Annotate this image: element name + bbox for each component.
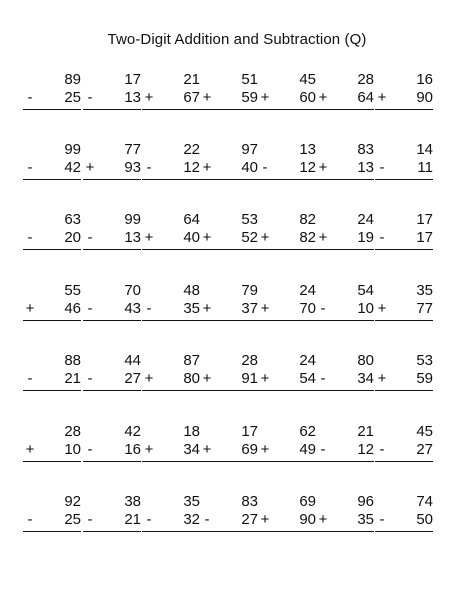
bottom-number: 60 xyxy=(299,89,316,106)
answer-line xyxy=(258,109,316,110)
answer-line xyxy=(200,461,258,462)
answer-line xyxy=(23,249,81,250)
answer-line xyxy=(316,390,374,391)
problem-r1-c5 xyxy=(258,71,316,121)
plus-operator: + xyxy=(25,300,35,317)
bottom-number: 35 xyxy=(357,511,374,528)
top-number: 17 xyxy=(124,71,141,88)
top-number: 35 xyxy=(416,282,433,299)
answer-line xyxy=(200,531,258,532)
answer-line xyxy=(375,461,433,462)
problem-r5-c6 xyxy=(316,352,374,402)
minus-operator: - xyxy=(262,159,268,176)
bottom-number: 25 xyxy=(64,89,81,106)
answer-line xyxy=(142,390,200,391)
bottom-number: 19 xyxy=(357,229,374,246)
plus-operator: + xyxy=(260,89,270,106)
answer-line xyxy=(258,179,316,180)
plus-operator: + xyxy=(260,300,270,317)
problem-r2-c5 xyxy=(258,141,316,191)
problem-r5-c7 xyxy=(375,352,433,402)
answer-line xyxy=(23,320,81,321)
bottom-number: 93 xyxy=(124,159,141,176)
top-number: 99 xyxy=(124,211,141,228)
plus-operator: + xyxy=(85,159,95,176)
bottom-number: 40 xyxy=(183,229,200,246)
answer-line xyxy=(83,320,141,321)
top-number: 45 xyxy=(299,71,316,88)
plus-operator: + xyxy=(202,300,212,317)
bottom-number: 42 xyxy=(64,159,81,176)
top-number: 63 xyxy=(64,211,81,228)
top-number: 99 xyxy=(64,141,81,158)
top-number: 97 xyxy=(241,141,258,158)
answer-line xyxy=(83,531,141,532)
top-number: 88 xyxy=(64,352,81,369)
answer-line xyxy=(23,531,81,532)
bottom-number: 21 xyxy=(124,511,141,528)
worksheet-title: Two-Digit Addition and Subtraction (Q) xyxy=(107,31,367,48)
minus-operator: - xyxy=(379,511,385,528)
problem-r1-c7 xyxy=(375,71,433,121)
plus-operator: + xyxy=(144,441,154,458)
problem-r6-c4 xyxy=(200,423,258,473)
problem-r3-c7 xyxy=(375,211,433,261)
plus-operator: + xyxy=(260,370,270,387)
problem-r3-c5 xyxy=(258,211,316,261)
top-number: 28 xyxy=(64,423,81,440)
top-number: 14 xyxy=(416,141,433,158)
answer-line xyxy=(23,179,81,180)
top-number: 16 xyxy=(416,71,433,88)
bottom-number: 64 xyxy=(357,89,374,106)
problem-r2-c2 xyxy=(83,141,141,191)
bottom-number: 34 xyxy=(183,441,200,458)
top-number: 21 xyxy=(183,71,200,88)
bottom-number: 10 xyxy=(357,300,374,317)
answer-line xyxy=(316,109,374,110)
bottom-number: 32 xyxy=(183,511,200,528)
answer-line xyxy=(200,109,258,110)
bottom-number: 49 xyxy=(299,441,316,458)
answer-line xyxy=(23,390,81,391)
bottom-number: 34 xyxy=(357,370,374,387)
minus-operator: - xyxy=(204,511,210,528)
bottom-number: 12 xyxy=(183,159,200,176)
bottom-number: 91 xyxy=(241,370,258,387)
plus-operator: + xyxy=(202,89,212,106)
answer-line xyxy=(375,179,433,180)
minus-operator: - xyxy=(27,89,33,106)
minus-operator: - xyxy=(379,229,385,246)
answer-line xyxy=(258,531,316,532)
problem-r6-c1 xyxy=(23,423,81,473)
minus-operator: - xyxy=(87,89,93,106)
minus-operator: - xyxy=(87,511,93,528)
problem-r4-c5 xyxy=(258,282,316,332)
top-number: 77 xyxy=(124,141,141,158)
answer-line xyxy=(258,249,316,250)
minus-operator: - xyxy=(320,300,326,317)
bottom-number: 59 xyxy=(241,89,258,106)
answer-line xyxy=(200,320,258,321)
bottom-number: 52 xyxy=(241,229,258,246)
problem-r4-c2 xyxy=(83,282,141,332)
bottom-number: 37 xyxy=(241,300,258,317)
plus-operator: + xyxy=(260,229,270,246)
problem-r4-c4 xyxy=(200,282,258,332)
top-number: 24 xyxy=(299,352,316,369)
bottom-number: 90 xyxy=(416,89,433,106)
answer-line xyxy=(316,249,374,250)
plus-operator: + xyxy=(25,441,35,458)
problem-r7-c6 xyxy=(316,493,374,543)
problem-r1-c3 xyxy=(142,71,200,121)
answer-line xyxy=(258,390,316,391)
top-number: 28 xyxy=(357,71,374,88)
plus-operator: + xyxy=(318,159,328,176)
answer-line xyxy=(316,461,374,462)
problem-r1-c6 xyxy=(316,71,374,121)
minus-operator: - xyxy=(27,511,33,528)
problem-r7-c1 xyxy=(23,493,81,543)
answer-line xyxy=(142,461,200,462)
problem-r7-c7 xyxy=(375,493,433,543)
plus-operator: + xyxy=(144,89,154,106)
answer-line xyxy=(83,109,141,110)
top-number: 64 xyxy=(183,211,200,228)
problem-r3-c2 xyxy=(83,211,141,261)
bottom-number: 77 xyxy=(416,300,433,317)
top-number: 69 xyxy=(299,493,316,510)
minus-operator: - xyxy=(87,300,93,317)
bottom-number: 10 xyxy=(64,441,81,458)
bottom-number: 13 xyxy=(124,229,141,246)
top-number: 35 xyxy=(183,493,200,510)
plus-operator: + xyxy=(318,511,328,528)
bottom-number: 40 xyxy=(241,159,258,176)
answer-line xyxy=(316,531,374,532)
plus-operator: + xyxy=(144,229,154,246)
problem-r1-c1 xyxy=(23,71,81,121)
minus-operator: - xyxy=(146,159,152,176)
bottom-number: 59 xyxy=(416,370,433,387)
bottom-number: 27 xyxy=(241,511,258,528)
problem-r6-c5 xyxy=(258,423,316,473)
bottom-number: 17 xyxy=(416,229,433,246)
problem-r5-c3 xyxy=(142,352,200,402)
answer-line xyxy=(375,531,433,532)
problem-r2-c1 xyxy=(23,141,81,191)
plus-operator: + xyxy=(318,229,328,246)
top-number: 44 xyxy=(124,352,141,369)
bottom-number: 13 xyxy=(357,159,374,176)
top-number: 24 xyxy=(357,211,374,228)
answer-line xyxy=(258,461,316,462)
minus-operator: - xyxy=(379,441,385,458)
bottom-number: 50 xyxy=(416,511,433,528)
bottom-number: 43 xyxy=(124,300,141,317)
minus-operator: - xyxy=(87,370,93,387)
bottom-number: 11 xyxy=(417,159,433,176)
answer-line xyxy=(316,320,374,321)
problem-r3-c1 xyxy=(23,211,81,261)
answer-line xyxy=(83,390,141,391)
problem-r7-c4 xyxy=(200,493,258,543)
answer-line xyxy=(142,249,200,250)
problem-r4-c1 xyxy=(23,282,81,332)
top-number: 22 xyxy=(183,141,200,158)
answer-line xyxy=(142,109,200,110)
top-number: 24 xyxy=(299,282,316,299)
problem-r4-c3 xyxy=(142,282,200,332)
top-number: 21 xyxy=(357,423,374,440)
answer-line xyxy=(375,249,433,250)
top-number: 48 xyxy=(183,282,200,299)
problem-r5-c1 xyxy=(23,352,81,402)
plus-operator: + xyxy=(202,229,212,246)
answer-line xyxy=(142,531,200,532)
minus-operator: - xyxy=(146,511,152,528)
answer-line xyxy=(375,109,433,110)
problem-r4-c6 xyxy=(316,282,374,332)
problem-r3-c6 xyxy=(316,211,374,261)
top-number: 51 xyxy=(241,71,258,88)
top-number: 96 xyxy=(357,493,374,510)
top-number: 54 xyxy=(357,282,374,299)
top-number: 83 xyxy=(241,493,258,510)
top-number: 80 xyxy=(357,352,374,369)
top-number: 82 xyxy=(299,211,316,228)
answer-line xyxy=(23,109,81,110)
bottom-number: 27 xyxy=(124,370,141,387)
top-number: 74 xyxy=(416,493,433,510)
top-number: 92 xyxy=(64,493,81,510)
bottom-number: 25 xyxy=(64,511,81,528)
problem-r6-c3 xyxy=(142,423,200,473)
bottom-number: 80 xyxy=(183,370,200,387)
answer-line xyxy=(23,461,81,462)
top-number: 13 xyxy=(299,141,316,158)
answer-line xyxy=(316,179,374,180)
answer-line xyxy=(142,179,200,180)
problem-r5-c5 xyxy=(258,352,316,402)
top-number: 53 xyxy=(241,211,258,228)
bottom-number: 69 xyxy=(241,441,258,458)
answer-line xyxy=(83,179,141,180)
minus-operator: - xyxy=(146,300,152,317)
plus-operator: + xyxy=(260,511,270,528)
problem-r6-c6 xyxy=(316,423,374,473)
minus-operator: - xyxy=(379,159,385,176)
minus-operator: - xyxy=(27,159,33,176)
plus-operator: + xyxy=(202,441,212,458)
problem-r3-c4 xyxy=(200,211,258,261)
problem-r1-c4 xyxy=(200,71,258,121)
bottom-number: 12 xyxy=(357,441,374,458)
answer-line xyxy=(200,179,258,180)
top-number: 17 xyxy=(241,423,258,440)
top-number: 62 xyxy=(299,423,316,440)
answer-line xyxy=(142,320,200,321)
bottom-number: 13 xyxy=(124,89,141,106)
top-number: 18 xyxy=(183,423,200,440)
minus-operator: - xyxy=(87,441,93,458)
bottom-number: 70 xyxy=(299,300,316,317)
bottom-number: 16 xyxy=(124,441,141,458)
top-number: 79 xyxy=(241,282,258,299)
bottom-number: 20 xyxy=(64,229,81,246)
plus-operator: + xyxy=(144,370,154,387)
top-number: 55 xyxy=(64,282,81,299)
bottom-number: 21 xyxy=(64,370,81,387)
plus-operator: + xyxy=(202,159,212,176)
bottom-number: 12 xyxy=(299,159,316,176)
minus-operator: - xyxy=(27,370,33,387)
plus-operator: + xyxy=(318,89,328,106)
answer-line xyxy=(375,320,433,321)
answer-line xyxy=(83,249,141,250)
top-number: 53 xyxy=(416,352,433,369)
problem-r7-c3 xyxy=(142,493,200,543)
problem-r2-c7 xyxy=(375,141,433,191)
problem-r5-c2 xyxy=(83,352,141,402)
answer-line xyxy=(200,390,258,391)
plus-operator: + xyxy=(260,441,270,458)
plus-operator: + xyxy=(377,89,387,106)
plus-operator: + xyxy=(377,370,387,387)
minus-operator: - xyxy=(320,441,326,458)
problem-r6-c2 xyxy=(83,423,141,473)
top-number: 45 xyxy=(416,423,433,440)
problem-r7-c2 xyxy=(83,493,141,543)
bottom-number: 82 xyxy=(299,229,316,246)
answer-line xyxy=(200,249,258,250)
problem-r6-c7 xyxy=(375,423,433,473)
bottom-number: 67 xyxy=(183,89,200,106)
problem-r7-c5 xyxy=(258,493,316,543)
problem-r3-c3 xyxy=(142,211,200,261)
plus-operator: + xyxy=(202,370,212,387)
top-number: 42 xyxy=(124,423,141,440)
minus-operator: - xyxy=(87,229,93,246)
minus-operator: - xyxy=(320,370,326,387)
top-number: 70 xyxy=(124,282,141,299)
bottom-number: 27 xyxy=(416,441,433,458)
top-number: 38 xyxy=(124,493,141,510)
problem-r1-c2 xyxy=(83,71,141,121)
bottom-number: 90 xyxy=(299,511,316,528)
top-number: 89 xyxy=(64,71,81,88)
problem-r4-c7 xyxy=(375,282,433,332)
bottom-number: 46 xyxy=(64,300,81,317)
top-number: 83 xyxy=(357,141,374,158)
problem-r5-c4 xyxy=(200,352,258,402)
plus-operator: + xyxy=(377,300,387,317)
bottom-number: 54 xyxy=(299,370,316,387)
answer-line xyxy=(375,390,433,391)
answer-line xyxy=(83,461,141,462)
answer-line xyxy=(258,320,316,321)
problem-r2-c3 xyxy=(142,141,200,191)
top-number: 17 xyxy=(416,211,433,228)
top-number: 87 xyxy=(183,352,200,369)
problem-r2-c4 xyxy=(200,141,258,191)
bottom-number: 35 xyxy=(183,300,200,317)
top-number: 28 xyxy=(241,352,258,369)
minus-operator: - xyxy=(27,229,33,246)
problem-r2-c6 xyxy=(316,141,374,191)
